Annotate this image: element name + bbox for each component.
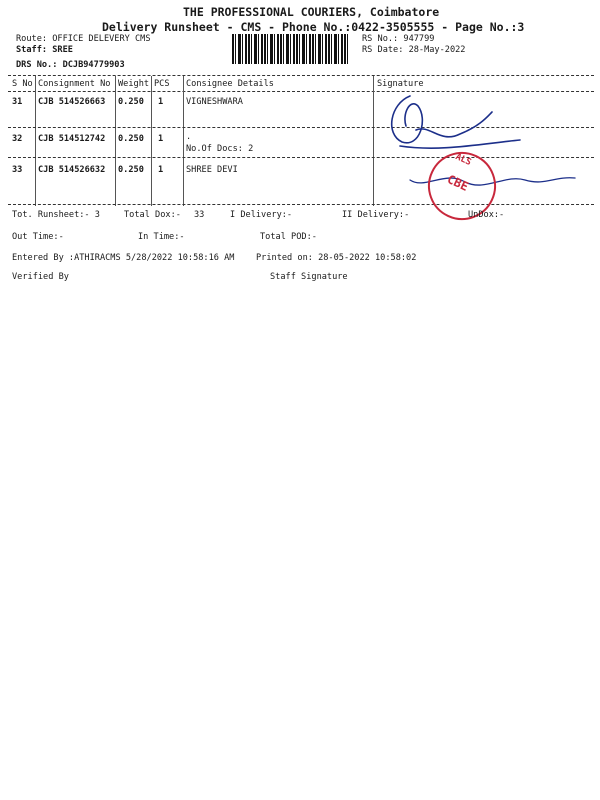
row-details: . bbox=[186, 132, 192, 142]
row-weight: 0.250 bbox=[118, 165, 144, 175]
printed-on: Printed on: 28-05-2022 10:58:02 bbox=[256, 253, 417, 263]
staff-label: Staff: SREE bbox=[16, 45, 73, 55]
row-doc-count: No.Of Docs: 2 bbox=[186, 144, 254, 154]
row-sno: 33 bbox=[12, 165, 23, 175]
column-line bbox=[151, 76, 152, 206]
table-bottom-divider bbox=[8, 204, 594, 205]
column-line bbox=[183, 76, 184, 206]
total-runsheet: Tot. Runsheet:- 3 bbox=[12, 210, 100, 220]
ii-delivery: II Delivery:- bbox=[342, 210, 410, 220]
table-top-divider bbox=[8, 75, 594, 76]
col-header-details: Consignee Details bbox=[186, 79, 274, 89]
row-pcs: 1 bbox=[158, 165, 164, 175]
rs-date: RS Date: 28-May-2022 bbox=[362, 45, 466, 55]
column-line bbox=[373, 76, 374, 206]
handwritten-signature bbox=[380, 84, 580, 164]
col-header-consignment: Consignment No bbox=[38, 79, 111, 89]
stamp-text-mid: CBE bbox=[444, 171, 471, 194]
barcode-image bbox=[232, 34, 350, 64]
row-consignment: CJB 514512742 bbox=[38, 134, 106, 144]
document-title: THE PROFESSIONAL COURIERS, Coimbatore bbox=[183, 5, 440, 19]
col-header-pcs: PCS bbox=[154, 79, 170, 89]
total-dox-value: 33 bbox=[194, 210, 205, 220]
total-pod: Total POD:- bbox=[260, 232, 317, 242]
col-header-weight: Weight bbox=[118, 79, 150, 89]
undox: UnDox:- bbox=[468, 210, 505, 220]
col-header-signature: Signature bbox=[377, 79, 424, 89]
total-dox-label: Total Dox:- bbox=[124, 210, 181, 220]
drs-number: DRS No.: DCJB94779903 bbox=[16, 60, 125, 70]
row-details: VIGNESHWARA bbox=[186, 97, 243, 107]
row-details: SHREE DEVI bbox=[186, 165, 238, 175]
row-pcs: 1 bbox=[158, 134, 164, 144]
column-line bbox=[35, 76, 36, 206]
row-sno: 32 bbox=[12, 134, 23, 144]
row-weight: 0.250 bbox=[118, 134, 144, 144]
row-weight: 0.250 bbox=[118, 97, 144, 107]
out-time: Out Time:- bbox=[12, 232, 64, 242]
verified-by: Verified By bbox=[12, 272, 69, 282]
rs-number: RS No.: 947799 bbox=[362, 34, 435, 44]
row-consignment: CJB 514526663 bbox=[38, 97, 106, 107]
row-sno: 31 bbox=[12, 97, 23, 107]
stamp-text-top: ALS bbox=[453, 152, 473, 169]
staff-signature: Staff Signature bbox=[270, 272, 348, 282]
row-pcs: 1 bbox=[158, 97, 164, 107]
col-header-sno: S No bbox=[12, 79, 33, 89]
in-time: In Time:- bbox=[138, 232, 185, 242]
entered-by: Entered By :ATHIRACMS 5/28/2022 10:58:16 AM bbox=[12, 253, 235, 263]
document-subtitle: Delivery Runsheet - CMS - Phone No.:0422-3505555 - Page No.:3 bbox=[102, 20, 525, 34]
route-label: Route: OFFICE DELEVERY CMS bbox=[16, 34, 151, 44]
i-delivery: I Delivery:- bbox=[230, 210, 293, 220]
column-line bbox=[115, 76, 116, 206]
row-consignment: CJB 514526632 bbox=[38, 165, 106, 175]
